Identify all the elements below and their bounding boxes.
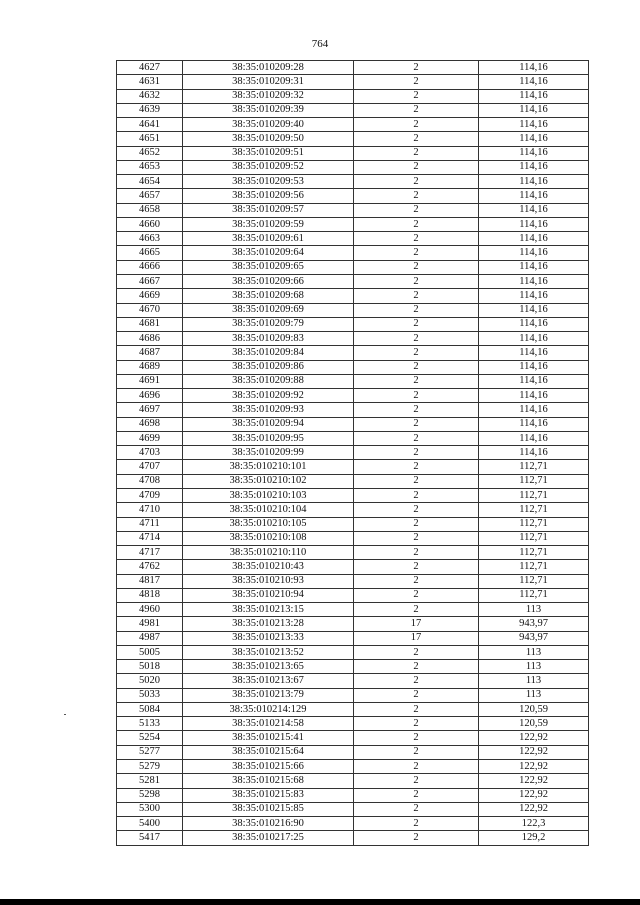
count-cell: 2 [354,745,479,759]
cadastral-number-cell: 38:35:010215:83 [183,788,354,802]
count-cell: 2 [354,374,479,388]
row-number-cell: 4652 [117,146,183,160]
row-number-cell: 4669 [117,289,183,303]
cadastral-number-cell: 38:35:010213:33 [183,631,354,645]
table-row [117,674,589,688]
count-cell: 2 [354,289,479,303]
count-cell: 2 [354,446,479,460]
row-number-cell: 4687 [117,346,183,360]
row-number-cell: 5084 [117,702,183,716]
row-number-cell: 4658 [117,203,183,217]
row-number-cell: 4697 [117,403,183,417]
area-cell: 114,16 [479,332,589,346]
area-cell: 114,16 [479,146,589,160]
cadastral-number-cell: 38:35:010215:66 [183,760,354,774]
row-number-cell: 4663 [117,232,183,246]
cadastral-number-cell: 38:35:010209:83 [183,332,354,346]
area-cell: 112,71 [479,517,589,531]
row-number-cell: 5281 [117,774,183,788]
cadastral-number-cell: 38:35:010213:67 [183,674,354,688]
table-row [117,175,589,189]
area-cell: 112,71 [479,474,589,488]
area-cell: 114,16 [479,274,589,288]
table-row [117,360,589,374]
count-cell: 2 [354,203,479,217]
cadastral-number-cell: 38:35:010209:68 [183,289,354,303]
table-row [117,517,589,531]
area-cell: 113 [479,688,589,702]
area-cell: 112,71 [479,588,589,602]
table-row [117,389,589,403]
table-row [117,546,589,560]
area-cell: 114,16 [479,103,589,117]
table-row [117,61,589,75]
count-cell: 2 [354,460,479,474]
table-row [117,560,589,574]
cadastral-number-cell: 38:35:010209:39 [183,103,354,117]
cadastral-number-cell: 38:35:010209:51 [183,146,354,160]
area-cell: 113 [479,603,589,617]
area-cell: 943,97 [479,617,589,631]
count-cell: 2 [354,560,479,574]
cadastral-number-cell: 38:35:010217:25 [183,831,354,845]
row-number-cell: 4711 [117,517,183,531]
count-cell: 2 [354,660,479,674]
cadastral-number-cell: 38:35:010216:90 [183,817,354,831]
cadastral-number-cell: 38:35:010210:104 [183,503,354,517]
table-row [117,232,589,246]
row-number-cell: 4981 [117,617,183,631]
area-cell: 120,59 [479,702,589,716]
cadastral-number-cell: 38:35:010209:52 [183,160,354,174]
cadastral-number-cell: 38:35:010209:95 [183,431,354,445]
cadastral-number-cell: 38:35:010210:110 [183,546,354,560]
row-number-cell: 4696 [117,389,183,403]
cadastral-number-cell: 38:35:010210:105 [183,517,354,531]
cadastral-number-cell: 38:35:010209:32 [183,89,354,103]
row-number-cell: 4717 [117,546,183,560]
cadastral-number-cell: 38:35:010215:85 [183,802,354,816]
area-cell: 114,16 [479,431,589,445]
count-cell: 2 [354,517,479,531]
table-row [117,760,589,774]
area-cell: 114,16 [479,346,589,360]
row-number-cell: 4641 [117,118,183,132]
cadastral-number-cell: 38:35:010209:92 [183,389,354,403]
count-cell: 2 [354,503,479,517]
count-cell: 2 [354,332,479,346]
row-number-cell: 4631 [117,75,183,89]
area-cell: 114,16 [479,132,589,146]
area-cell: 114,16 [479,417,589,431]
count-cell: 2 [354,717,479,731]
area-cell: 112,71 [479,488,589,502]
row-number-cell: 4654 [117,175,183,189]
area-cell: 122,92 [479,788,589,802]
area-cell: 943,97 [479,631,589,645]
table-row [117,745,589,759]
area-cell: 122,92 [479,802,589,816]
row-number-cell: 4665 [117,246,183,260]
area-cell: 113 [479,674,589,688]
row-number-cell: 4708 [117,474,183,488]
row-number-cell: 5279 [117,760,183,774]
table-row [117,332,589,346]
count-cell: 2 [354,688,479,702]
row-number-cell: 4660 [117,217,183,231]
cadastral-number-cell: 38:35:010209:88 [183,374,354,388]
row-number-cell: 4699 [117,431,183,445]
cadastral-number-cell: 38:35:010210:108 [183,531,354,545]
count-cell: 2 [354,731,479,745]
area-cell: 114,16 [479,203,589,217]
cadastral-number-cell: 38:35:010213:15 [183,603,354,617]
area-cell: 114,16 [479,217,589,231]
table-row [117,817,589,831]
count-cell: 2 [354,160,479,174]
table-row [117,645,589,659]
area-cell: 113 [479,660,589,674]
cadastral-number-cell: 38:35:010209:57 [183,203,354,217]
table-row [117,317,589,331]
cadastral-number-cell: 38:35:010210:43 [183,560,354,574]
area-cell: 114,16 [479,246,589,260]
table-row [117,217,589,231]
row-number-cell: 4691 [117,374,183,388]
row-number-cell: 4651 [117,132,183,146]
count-cell: 17 [354,617,479,631]
table-row [117,274,589,288]
table-row [117,417,589,431]
row-number-cell: 5018 [117,660,183,674]
count-cell: 2 [354,317,479,331]
area-cell: 114,16 [479,75,589,89]
table-row [117,702,589,716]
table-row [117,588,589,602]
area-cell: 114,16 [479,403,589,417]
area-cell: 114,16 [479,89,589,103]
count-cell: 2 [354,531,479,545]
table-row [117,203,589,217]
count-cell: 2 [354,346,479,360]
table-row [117,431,589,445]
count-cell: 2 [354,61,479,75]
area-cell: 114,16 [479,160,589,174]
count-cell: 2 [354,118,479,132]
cadastral-table [116,60,589,846]
cadastral-number-cell: 38:35:010215:41 [183,731,354,745]
area-cell: 114,16 [479,446,589,460]
table-row [117,132,589,146]
area-cell: 122,92 [479,745,589,759]
table-row [117,717,589,731]
cadastral-number-cell: 38:35:010209:50 [183,132,354,146]
area-cell: 112,71 [479,574,589,588]
page-number: 764 [311,38,329,50]
row-number-cell: 4627 [117,61,183,75]
area-cell: 114,16 [479,317,589,331]
count-cell: 2 [354,588,479,602]
area-cell: 114,16 [479,189,589,203]
count-cell: 2 [354,175,479,189]
area-cell: 114,16 [479,118,589,132]
cadastral-number-cell: 38:35:010215:64 [183,745,354,759]
count-cell: 2 [354,260,479,274]
table-row [117,75,589,89]
table-row [117,531,589,545]
cadastral-number-cell: 38:35:010214:58 [183,717,354,731]
cadastral-number-cell: 38:35:010210:101 [183,460,354,474]
area-cell: 122,3 [479,817,589,831]
cadastral-number-cell: 38:35:010209:31 [183,75,354,89]
cadastral-number-cell: 38:35:010209:28 [183,61,354,75]
count-cell: 2 [354,488,479,502]
table-row [117,488,589,502]
cadastral-number-cell: 38:35:010213:65 [183,660,354,674]
table-row [117,603,589,617]
cadastral-number-cell: 38:35:010213:52 [183,645,354,659]
table-row [117,774,589,788]
cadastral-number-cell: 38:35:010209:65 [183,260,354,274]
row-number-cell: 4681 [117,317,183,331]
count-cell: 2 [354,417,479,431]
scan-bottom-edge [0,899,640,905]
cadastral-number-cell: 38:35:010213:28 [183,617,354,631]
area-cell: 112,71 [479,460,589,474]
count-cell: 2 [354,817,479,831]
row-number-cell: 4632 [117,89,183,103]
row-number-cell: 5033 [117,688,183,702]
area-cell: 114,16 [479,374,589,388]
table-body [117,61,589,846]
table-row [117,460,589,474]
cadastral-number-cell: 38:35:010209:86 [183,360,354,374]
count-cell: 2 [354,232,479,246]
row-number-cell: 4670 [117,303,183,317]
area-cell: 114,16 [479,61,589,75]
table-row [117,631,589,645]
area-cell: 112,71 [479,531,589,545]
table-row [117,246,589,260]
row-number-cell: 5277 [117,745,183,759]
table-row [117,103,589,117]
table-row [117,731,589,745]
row-number-cell: 4818 [117,588,183,602]
count-cell: 2 [354,146,479,160]
count-cell: 2 [354,303,479,317]
area-cell: 114,16 [479,389,589,403]
area-cell: 114,16 [479,360,589,374]
cadastral-number-cell: 38:35:010209:79 [183,317,354,331]
row-number-cell: 4987 [117,631,183,645]
table-row [117,89,589,103]
area-cell: 112,71 [479,503,589,517]
cadastral-number-cell: 38:35:010209:99 [183,446,354,460]
cadastral-number-cell: 38:35:010209:59 [183,217,354,231]
count-cell: 2 [354,189,479,203]
area-cell: 114,16 [479,289,589,303]
row-number-cell: 4707 [117,460,183,474]
count-cell: 2 [354,645,479,659]
count-cell: 2 [354,474,479,488]
table-row [117,503,589,517]
row-number-cell: 5298 [117,788,183,802]
row-number-cell: 5300 [117,802,183,816]
cadastral-number-cell: 38:35:010209:53 [183,175,354,189]
area-cell: 112,71 [479,560,589,574]
cadastral-number-cell: 38:35:010209:40 [183,118,354,132]
row-number-cell: 5400 [117,817,183,831]
table-row [117,788,589,802]
cadastral-number-cell: 38:35:010215:68 [183,774,354,788]
cadastral-number-cell: 38:35:010210:94 [183,588,354,602]
area-cell: 129,2 [479,831,589,845]
count-cell: 2 [354,360,479,374]
area-cell: 122,92 [479,731,589,745]
row-number-cell: 5133 [117,717,183,731]
row-number-cell: 4762 [117,560,183,574]
row-number-cell: 5417 [117,831,183,845]
count-cell: 2 [354,132,479,146]
table-row [117,446,589,460]
row-number-cell: 5254 [117,731,183,745]
scan-speck [64,714,66,715]
cadastral-number-cell: 38:35:010214:129 [183,702,354,716]
row-number-cell: 4817 [117,574,183,588]
area-cell: 114,16 [479,260,589,274]
table-row [117,260,589,274]
count-cell: 2 [354,431,479,445]
count-cell: 2 [354,831,479,845]
table-row [117,289,589,303]
row-number-cell: 4666 [117,260,183,274]
cadastral-number-cell: 38:35:010209:66 [183,274,354,288]
count-cell: 2 [354,574,479,588]
count-cell: 17 [354,631,479,645]
table-row [117,346,589,360]
table-row [117,802,589,816]
row-number-cell: 4698 [117,417,183,431]
area-cell: 122,92 [479,774,589,788]
count-cell: 2 [354,246,479,260]
row-number-cell: 4686 [117,332,183,346]
cadastral-number-cell: 38:35:010213:79 [183,688,354,702]
table-row [117,831,589,845]
count-cell: 2 [354,788,479,802]
row-number-cell: 4657 [117,189,183,203]
row-number-cell: 4653 [117,160,183,174]
area-cell: 114,16 [479,232,589,246]
row-number-cell: 4667 [117,274,183,288]
count-cell: 2 [354,546,479,560]
count-cell: 2 [354,802,479,816]
count-cell: 2 [354,702,479,716]
cadastral-number-cell: 38:35:010209:93 [183,403,354,417]
table-row [117,660,589,674]
cadastral-number-cell: 38:35:010210:103 [183,488,354,502]
cadastral-number-cell: 38:35:010210:93 [183,574,354,588]
area-cell: 112,71 [479,546,589,560]
row-number-cell: 4689 [117,360,183,374]
row-number-cell: 4710 [117,503,183,517]
count-cell: 2 [354,403,479,417]
cadastral-number-cell: 38:35:010209:84 [183,346,354,360]
table-row [117,160,589,174]
cadastral-number-cell: 38:35:010209:61 [183,232,354,246]
table-row [117,617,589,631]
table-row [117,574,589,588]
table-row [117,403,589,417]
count-cell: 2 [354,89,479,103]
count-cell: 2 [354,603,479,617]
count-cell: 2 [354,389,479,403]
cadastral-number-cell: 38:35:010209:94 [183,417,354,431]
count-cell: 2 [354,103,479,117]
cadastral-number-cell: 38:35:010209:56 [183,189,354,203]
table-row [117,146,589,160]
count-cell: 2 [354,274,479,288]
table-row [117,374,589,388]
cadastral-number-cell: 38:35:010209:64 [183,246,354,260]
row-number-cell: 5005 [117,645,183,659]
area-cell: 122,92 [479,760,589,774]
table-row [117,688,589,702]
row-number-cell: 4703 [117,446,183,460]
row-number-cell: 4639 [117,103,183,117]
row-number-cell: 4960 [117,603,183,617]
count-cell: 2 [354,217,479,231]
table-row [117,474,589,488]
area-cell: 120,59 [479,717,589,731]
count-cell: 2 [354,75,479,89]
table-row [117,303,589,317]
area-cell: 114,16 [479,303,589,317]
row-number-cell: 4714 [117,531,183,545]
table-row [117,118,589,132]
row-number-cell: 5020 [117,674,183,688]
area-cell: 113 [479,645,589,659]
area-cell: 114,16 [479,175,589,189]
cadastral-number-cell: 38:35:010209:69 [183,303,354,317]
cadastral-number-cell: 38:35:010210:102 [183,474,354,488]
count-cell: 2 [354,774,479,788]
count-cell: 2 [354,674,479,688]
table-row [117,189,589,203]
row-number-cell: 4709 [117,488,183,502]
count-cell: 2 [354,760,479,774]
